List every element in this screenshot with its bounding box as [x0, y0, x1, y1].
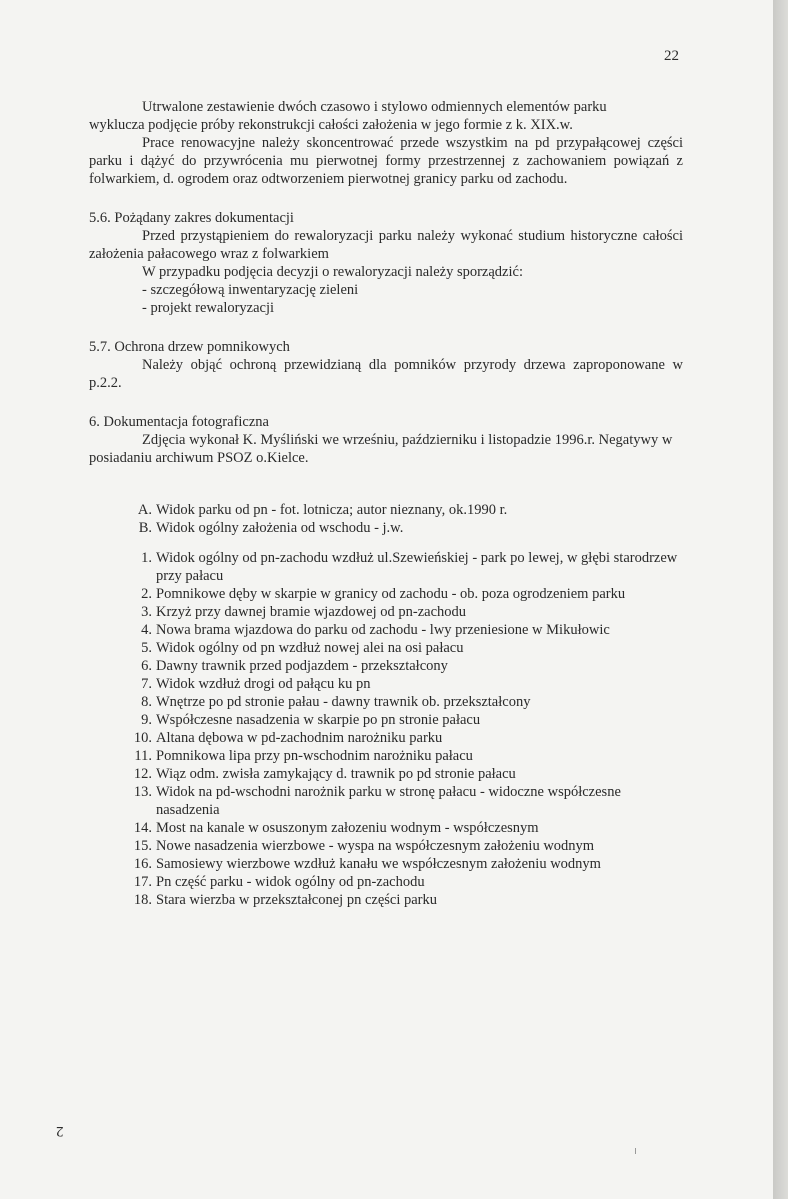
section-5-6-paragraph-2: W przypadku podjęcia decyzji o rewaloryzacji należy sporządzić: — [142, 264, 523, 280]
list-item-text: Nowa brama wjazdowa do parku od zachodu - lwy przeniesione w Mikułowic — [156, 622, 610, 638]
list-item — [131, 519, 683, 537]
section-5-7-paragraph: Należy objąć ochroną przewidzianą dla pomników przyrody drzewa zaproponowane w p.2.2. — [89, 357, 683, 391]
list-item-number: 2. — [141, 586, 152, 602]
list-item — [131, 837, 683, 855]
list-item-number: 4. — [141, 622, 152, 638]
list-item-number: 17. — [133, 874, 152, 890]
list-item-number: 15. — [133, 838, 152, 854]
list-item-text: Widok ogólny założenia od wschodu - j.w. — [156, 520, 404, 536]
section-5-6-heading: 5.6. Pożądany zakres dokumentacji — [89, 210, 294, 226]
list-item-text: Nowe nasadzenia wierzbowe - wyspa na współczesnym założeniu wodnym — [156, 838, 595, 854]
list-item — [131, 621, 683, 639]
intro-paragraph-2: Prace renowacyjne należy skoncentrować przede wszystkim na pd przypałącowej części parku i dążyć do przywrócenia mu pierwotnej formy przestrzennej z zachowaniem powiązań z folwarkiem, d. ogrodem oraz odtworzeniem pierwotnej granicy parku od zachodu. — [89, 135, 683, 187]
list-item-text: Pn część parku - widok ogólny od pn-zachodu — [156, 874, 425, 890]
list-item-text: Stara wierzba w przekształconej pn części parku — [156, 892, 438, 908]
list-item-number: 1. — [141, 550, 152, 566]
list-item-number: 11. — [134, 748, 152, 764]
list-item — [131, 855, 683, 873]
list-item — [131, 783, 683, 819]
list-item-number: 8. — [141, 694, 152, 710]
list-item-text: Wnętrze po pd stronie pałau - dawny trawnik ob. przekształcony — [156, 694, 531, 710]
list-item-number: 3. — [141, 604, 152, 620]
list-item-number: 6. — [141, 658, 152, 674]
list-item-text: Wiąz odm. zwisła zamykający d. trawnik po pd stronie pałacu — [156, 766, 516, 782]
list-item — [131, 819, 683, 837]
list-item-number: 9. — [141, 712, 152, 728]
list-item — [131, 549, 683, 585]
bottom-page-mark: 2 — [56, 1123, 64, 1139]
list-item-number: 13. — [133, 784, 152, 800]
list-item-text: Most na kanale w osuszonym załozeniu wodnym - współczesnym — [156, 820, 539, 836]
list-item-number: 16. — [133, 856, 152, 872]
list-item-number: 18. — [133, 892, 152, 908]
list-item-number: 14. — [133, 820, 152, 836]
list-item — [131, 585, 683, 603]
list-item-number: 7. — [141, 676, 152, 692]
list-item-number: 10. — [133, 730, 152, 746]
list-item — [131, 765, 683, 783]
intro-paragraph-1: Utrwalone zestawienie dwóch czasowo i stylowo odmiennych elementów parku — [142, 99, 607, 115]
list-item — [131, 657, 683, 675]
list-item-text: Altana dębowa w pd-zachodnim narożniku parku — [156, 730, 443, 746]
list-item — [131, 501, 683, 519]
list-item — [131, 675, 683, 693]
list-item — [131, 711, 683, 729]
list-item — [131, 891, 683, 909]
list-item-text: Pomnikowe dęby w skarpie w granicy od zachodu - ob. poza ogrodzeniem parku — [156, 586, 626, 602]
list-item-text: Współczesne nasadzenia w skarpie po pn stronie pałacu — [156, 712, 481, 728]
list-item-text: Krzyż przy dawnej bramie wjazdowej od pn-zachodu — [156, 604, 467, 620]
list-item-text: Widok na pd-wschodni narożnik parku w stronę pałacu - widoczne współczesne nasadzenia — [156, 784, 621, 818]
photo-letter-list — [89, 501, 683, 537]
list-item-text: Samosiewy wierzbowe wzdłuż kanału we współczesnym założeniu wodnym — [156, 856, 601, 872]
list-item — [131, 693, 683, 711]
scan-speck — [635, 1148, 636, 1154]
list-item-text: Pomnikowa lipa przy pn-wschodnim narożniku pałacu — [156, 748, 473, 764]
list-item-number: 12. — [133, 766, 152, 782]
section-5-6-paragraph-1: Przed przystąpieniem do rewaloryzacji parku należy wykonać studium historyczne całości założenia pałacowego wraz z folwarkiem — [89, 228, 683, 262]
section-5-6-bullet-1: - szczegółową inwentaryzację zieleni — [142, 282, 359, 298]
list-item — [131, 603, 683, 621]
list-item-text: Widok wzdłuż drogi od pałącu ku pn — [156, 676, 371, 692]
list-item — [131, 747, 683, 765]
section-6-paragraph: Zdjęcia wykonał K. Myśliński we wrześniu, październiku i listopadzie 1996.r. Negatywy w posiadaniu archiwum PSOZ o.Kielce. — [89, 432, 673, 466]
list-item-text: Widok parku od pn - fot. lotnicza; autor nieznany, ok.1990 r. — [156, 502, 508, 518]
intro-paragraph-1b: wyklucza podjęcie próby rekonstrukcji całości założenia w jego formie z k. XIX.w. — [89, 117, 573, 133]
list-item — [131, 873, 683, 891]
list-item-text: Widok ogólny od pn wzdłuż nowej alei na osi pałacu — [156, 640, 464, 656]
section-5-6-bullet-2: - projekt rewaloryzacji — [142, 300, 275, 316]
list-item-number: B. — [138, 520, 152, 536]
list-item — [131, 729, 683, 747]
list-item-text: Dawny trawnik przed podjazdem - przekształcony — [156, 658, 448, 674]
section-5-7-heading: 5.7. Ochrona drzew pomnikowych — [89, 339, 290, 355]
list-item-number: 5. — [141, 640, 152, 656]
list-item-text: Widok ogólny od pn-zachodu wzdłuż ul.Szewieńskiej - park po lewej, w głębi starodrzew przy pałacu — [156, 550, 678, 584]
page-body — [89, 98, 683, 909]
page-edge-shadow — [773, 0, 788, 1199]
page-number: 22 — [664, 48, 679, 64]
list-item-number: A. — [137, 502, 152, 518]
section-6-heading: 6. Dokumentacja fotograficzna — [89, 414, 269, 430]
photo-list — [89, 549, 683, 909]
list-item — [131, 639, 683, 657]
